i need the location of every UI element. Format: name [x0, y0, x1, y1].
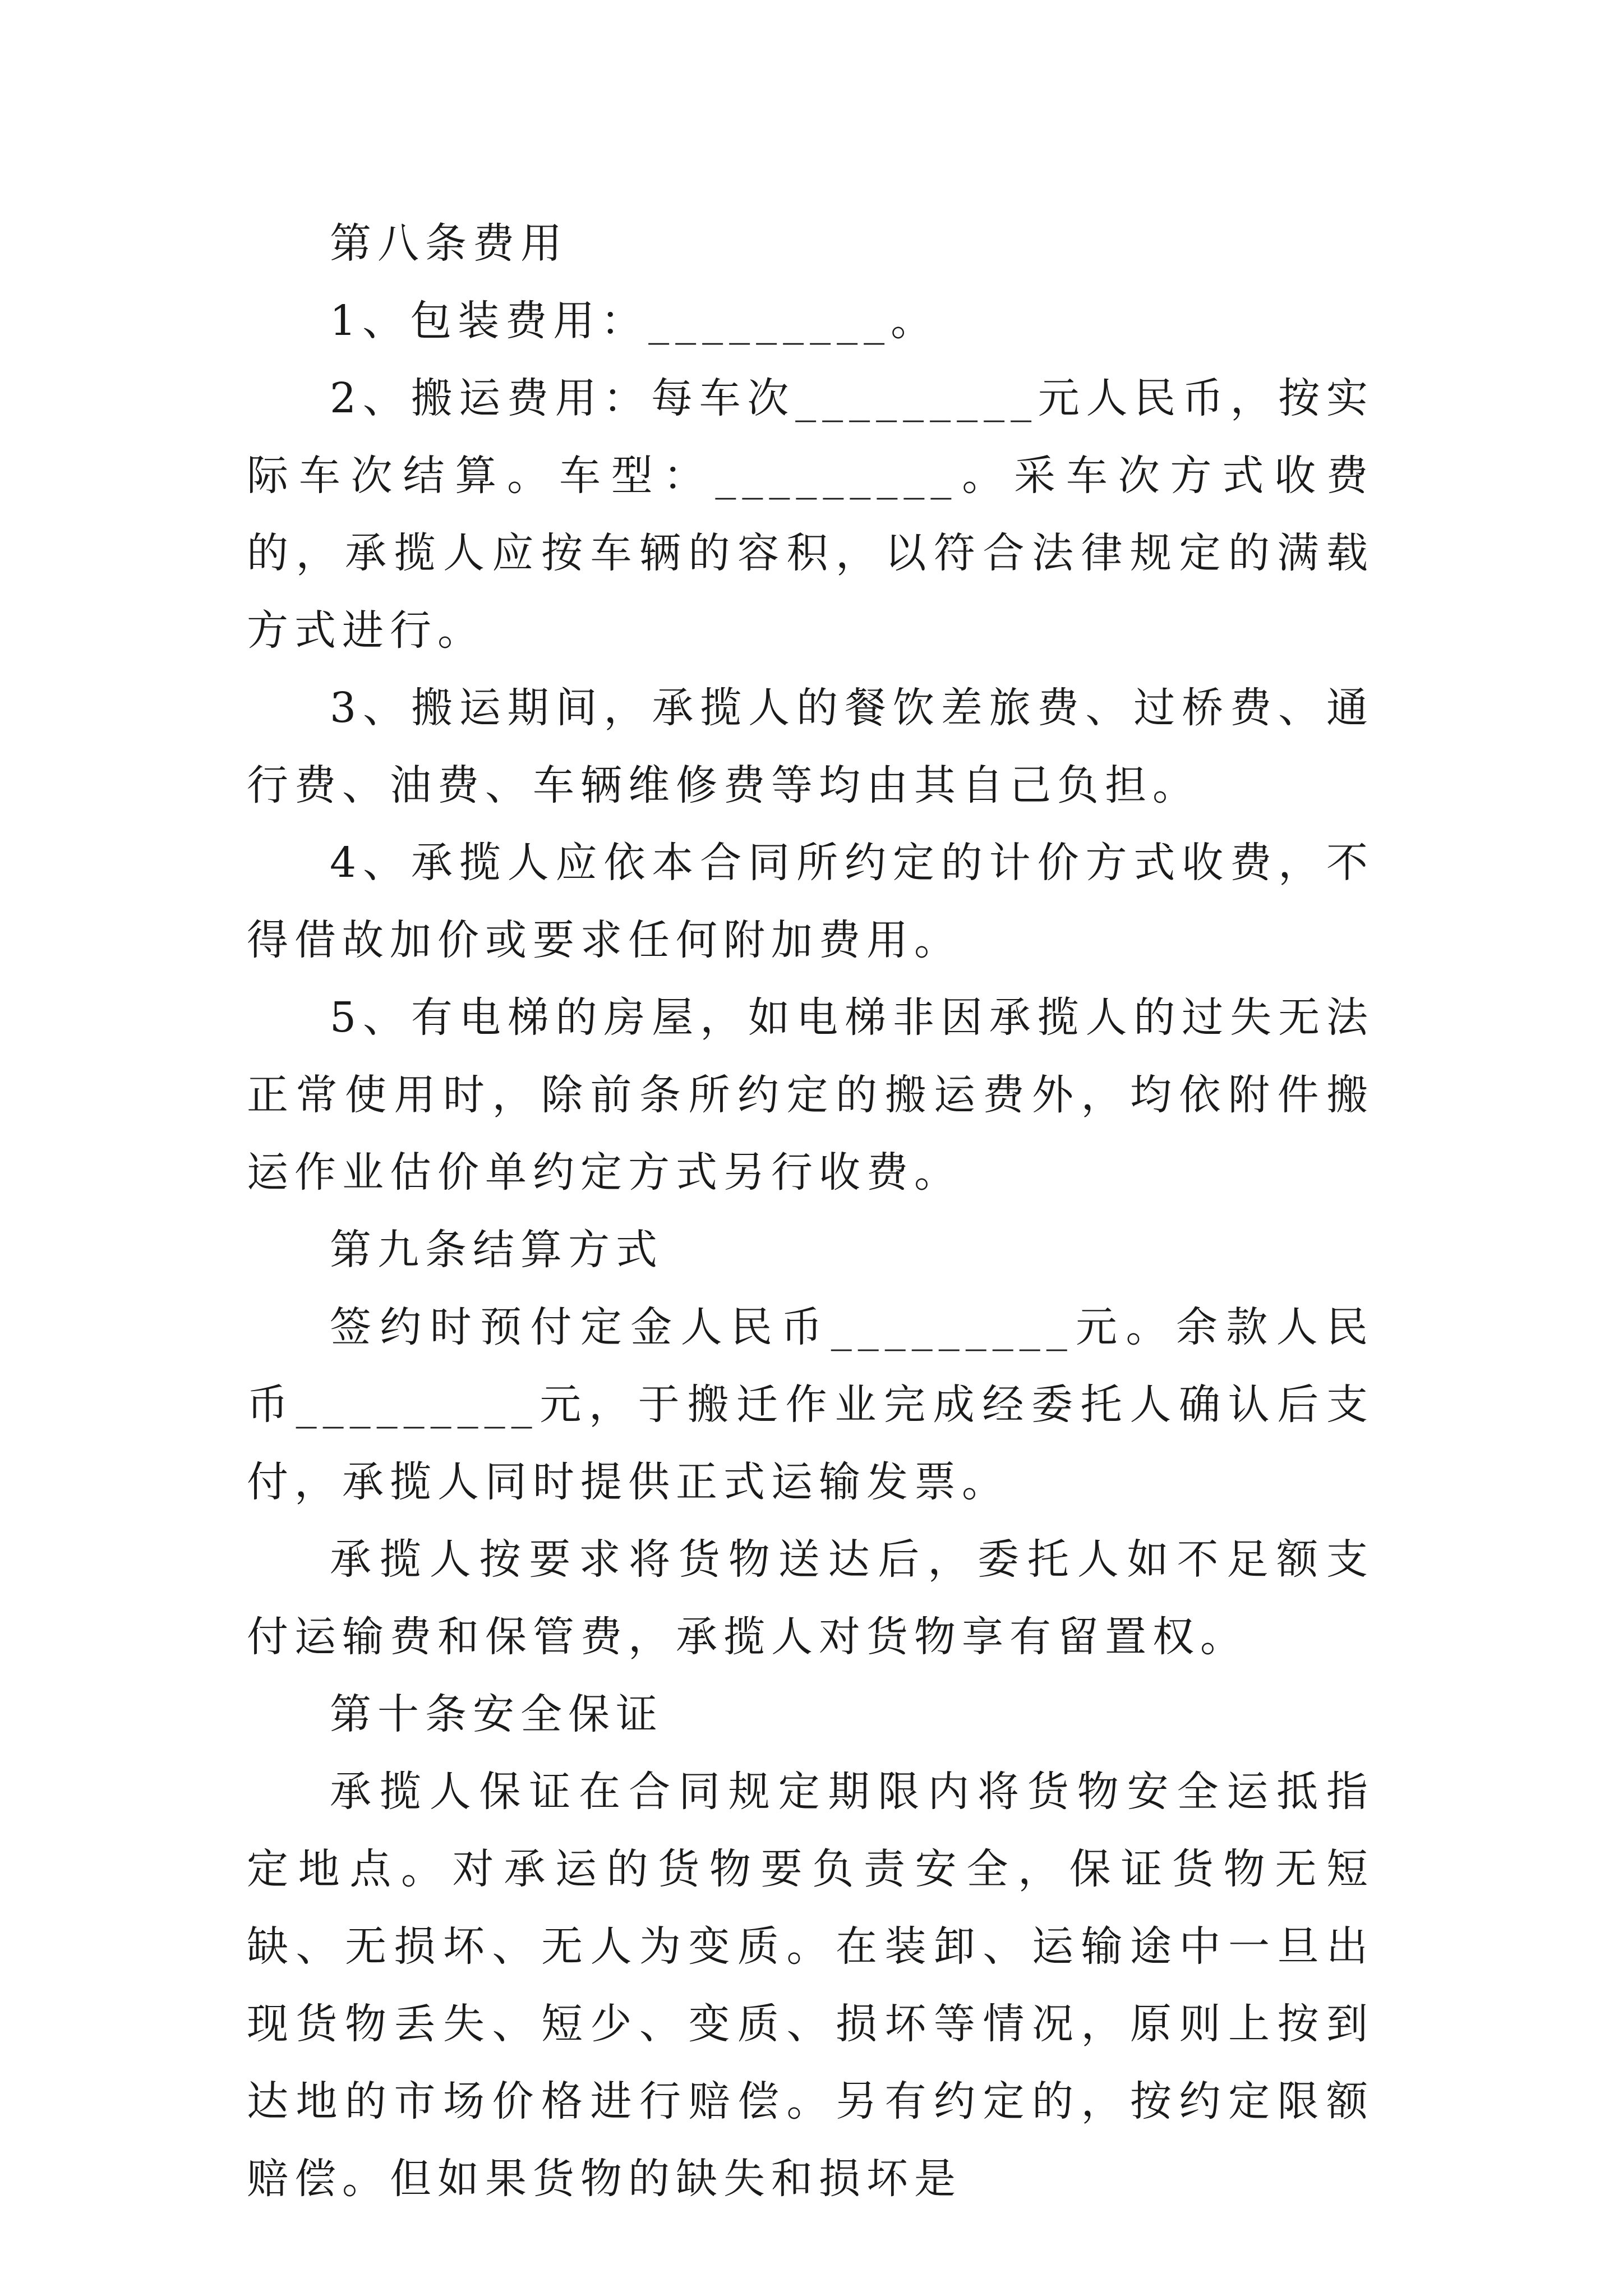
paragraph-lien: 承揽人按要求将货物送达后，委托人如不足额支付运输费和保管费，承揽人对货物享有留置权。: [247, 1535, 1374, 1661]
document-body: [247, 205, 1374, 2217]
paragraph-pricing-method: 4、承揽人应依本合同所约定的计价方式收费，不得借故加价或要求任何附加费用。: [247, 839, 1374, 964]
section-heading-fees: 第八条费用: [330, 219, 568, 268]
paragraph-deposit: 签约时预付定金人民币_________元。余款人民币_________元，于搬迁作业完成经委托人确认后支付，承揽人同时提供正式运输发票。: [247, 1303, 1374, 1506]
paragraph-safety-guarantee: 承揽人保证在合同规定期限内将货物安全运抵指定地点。对承运的货物要负责安全，保证货物无短缺、无损坏、无人为变质。在装卸、运输途中一旦出现货物丢失、短少、变质、损坏等情况，原则上按到达地的市场价格进行赔偿。另有约定的，按约定限额赔偿。但如果货物的缺失和损坏是: [247, 1768, 1374, 2203]
section-heading-settlement: 第九条结算方式: [330, 1226, 663, 1274]
paragraph-moving-fee: 2、搬运费用：每车次_________元人民币，按实际车次结算。车型：_________。采车次方式收费的，承揽人应按车辆的容积，以符合法律规定的满载方式进行。: [247, 374, 1374, 655]
section-heading-safety: 第十条安全保证: [330, 1690, 663, 1738]
paragraph-elevator: 5、有电梯的房屋，如电梯非因承揽人的过失无法正常使用时，除前条所约定的搬运费外，均依附件搬运作业估价单约定方式另行收费。: [247, 993, 1374, 1197]
paragraph-travel-expenses: 3、搬运期间，承揽人的餐饮差旅费、过桥费、通行费、油费、车辆维修费等均由其自己负担。: [247, 684, 1374, 809]
paragraph-packaging-fee: 1、包装费用：_________。: [330, 297, 939, 345]
